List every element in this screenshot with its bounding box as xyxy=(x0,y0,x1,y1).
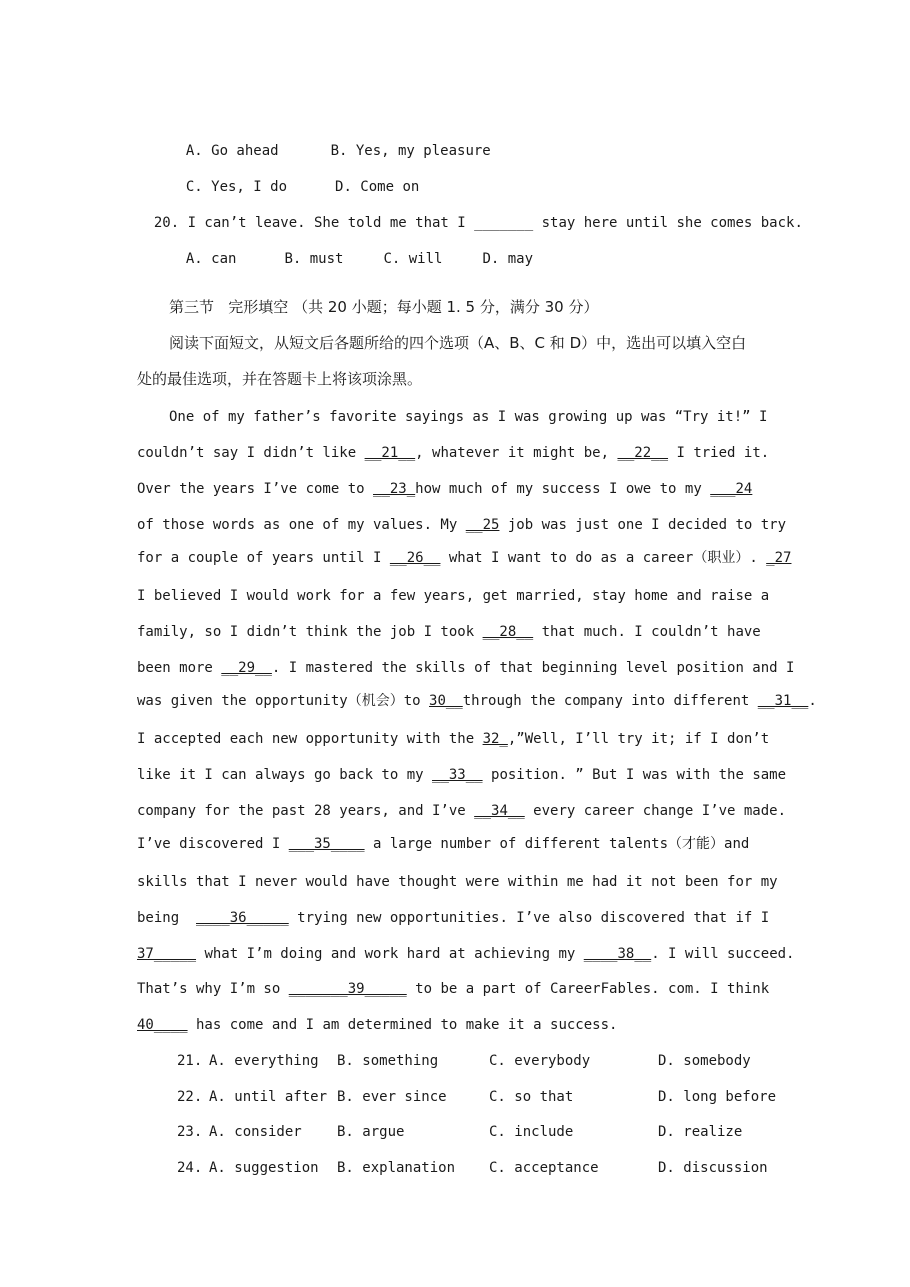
answer-blank: 30__ xyxy=(429,693,463,709)
passage-text: ,”Well, I’ll try it; if I don’t xyxy=(507,731,770,747)
option-a: A. everything xyxy=(209,1053,319,1069)
option-a: A. suggestion xyxy=(209,1160,319,1176)
passage-text: what I’m doing and work hard at achieving my xyxy=(196,946,584,962)
answer-blank: __33__ xyxy=(432,767,483,783)
passage-text: that much. I couldn’t have xyxy=(533,624,761,640)
passage-text: like it I can always go back to my xyxy=(137,767,433,783)
answer-blank: 32_ xyxy=(482,731,508,747)
answer-blank: __29__ xyxy=(221,660,272,676)
passage-text: company for the past 28 years, and I’ve xyxy=(137,803,475,819)
answer-blank: ___24 xyxy=(710,481,753,497)
q20-option-b: B. must xyxy=(284,251,344,267)
passage-line xyxy=(137,515,786,535)
q19-option-row-2 xyxy=(169,157,419,197)
q19-option-d: D. Come on xyxy=(335,179,420,195)
q20-stem xyxy=(137,193,803,233)
passage-text: was given the opportunity（机会）to xyxy=(137,693,430,709)
option-a: A. consider xyxy=(209,1124,302,1140)
answer-blank: __23_ xyxy=(373,481,416,497)
passage-line xyxy=(169,407,767,427)
passage-text: for a couple of years until I xyxy=(137,550,390,566)
option-d: D. realize xyxy=(658,1124,743,1140)
option-number: 23. xyxy=(177,1124,203,1140)
passage-line xyxy=(137,872,778,892)
passage-text: I accepted each new opportunity with the xyxy=(137,731,483,747)
option-d: D. long before xyxy=(658,1089,777,1105)
answer-blank: ____38__ xyxy=(583,946,652,962)
option-b: B. something xyxy=(337,1053,439,1069)
passage-text: . I will succeed. xyxy=(651,946,795,962)
answer-blank: __26__ xyxy=(389,550,441,566)
passage-text: I’ve discovered I xyxy=(137,836,289,852)
passage-line xyxy=(137,1015,617,1035)
q19-option-b: B. Yes, my pleasure xyxy=(330,143,491,159)
passage-text: That’s why I’m so xyxy=(137,981,289,997)
passage-text: to be a part of CareerFables. com. I think xyxy=(406,981,770,997)
passage-text: couldn’t say I didn’t like xyxy=(137,445,365,461)
passage-text: what I want to do as a career（职业）. xyxy=(440,550,767,566)
passage-line xyxy=(137,765,786,785)
passage-text: every career change I’ve made. xyxy=(524,803,787,819)
q19-option-a: A. Go ahead xyxy=(185,143,279,159)
passage-line xyxy=(137,622,761,642)
passage-text: of those words as one of my values. My xyxy=(137,517,466,533)
passage-line xyxy=(137,691,817,711)
option-c: C. acceptance xyxy=(489,1160,599,1176)
passage-line xyxy=(137,729,769,749)
option-c: C. everybody xyxy=(489,1053,591,1069)
option-c: C. include xyxy=(489,1124,574,1140)
passage-text: being xyxy=(137,910,197,926)
q19-option-c: C. Yes, I do xyxy=(185,179,288,195)
option-c: C. so that xyxy=(489,1089,574,1105)
passage-line xyxy=(137,443,769,463)
passage-text: position. ” But I was with the same xyxy=(482,767,787,783)
section-instruction-line-2: 处的最佳选项，并在答题卡上将该项涂黑。 xyxy=(137,370,423,388)
passage-text: job was just one I decided to try xyxy=(499,517,787,533)
passage-text: I believed I would work for a few years, get married, stay home and raise a xyxy=(137,588,770,604)
passage-line xyxy=(137,834,749,854)
answer-blank: __31__ xyxy=(757,693,809,709)
option-d: D. discussion xyxy=(658,1160,768,1176)
passage-text: has come and I am determined to make it a success. xyxy=(187,1017,618,1033)
option-b: B. explanation xyxy=(337,1160,456,1176)
option-number: 24. xyxy=(177,1160,203,1176)
passage-line xyxy=(137,944,794,964)
passage-text: how much of my success I owe to my xyxy=(415,481,711,497)
passage-line xyxy=(137,586,769,606)
answer-blank: _27 xyxy=(766,550,792,566)
option-b: B. argue xyxy=(337,1124,405,1140)
q20-blank: _______ xyxy=(474,215,534,231)
option-number: 21. xyxy=(177,1053,203,1069)
answer-blank: __22__ xyxy=(617,445,669,461)
option-d: D. somebody xyxy=(658,1053,751,1069)
answer-blank: _______39_____ xyxy=(288,981,407,997)
answer-blank: 40____ xyxy=(137,1017,188,1033)
passage-text: through the company into different xyxy=(462,693,758,709)
section-instruction-line-1: 阅读下面短文，从短文后各题所给的四个选项（A、B、C 和 D）中，选出可以填入空白 xyxy=(169,334,747,352)
q20-stem-text-end: stay here until she comes back. xyxy=(533,215,803,231)
q20-option-d: D. may xyxy=(482,251,534,267)
q20-stem-text: 20. I can’t leave. She told me that I xyxy=(153,215,475,231)
option-number: 22. xyxy=(177,1089,203,1105)
answer-blank: __21__ xyxy=(364,445,416,461)
option-a: A. until after xyxy=(209,1089,328,1105)
passage-text: been more xyxy=(137,660,222,676)
q20-option-a: A. can xyxy=(185,251,237,267)
passage-line xyxy=(137,658,794,678)
passage-text: skills that I never would have thought were within me had it not been for my xyxy=(137,874,778,890)
q20-options xyxy=(169,229,533,269)
passage-text: , whatever it might be, xyxy=(415,445,618,461)
answer-blank: ___35____ xyxy=(288,836,365,852)
passage-line xyxy=(137,979,769,999)
passage-text: I tried it. xyxy=(668,445,770,461)
answer-blank: 37_____ xyxy=(137,946,197,962)
q20-option-c: C. will xyxy=(383,251,443,267)
answer-blank: __34__ xyxy=(474,803,525,819)
passage-text: . xyxy=(808,693,817,709)
option-b: B. ever since xyxy=(337,1089,447,1105)
section-title: 第三节 完形填空 （共 20 小题；每小题 1. 5 分，满分 30 分） xyxy=(169,298,599,316)
answer-blank: ____36_____ xyxy=(196,910,289,926)
passage-text: . I mastered the skills of that beginning level position and I xyxy=(271,660,795,676)
passage-line xyxy=(137,801,786,821)
answer-blank: __28__ xyxy=(482,624,534,640)
passage-line xyxy=(137,479,752,499)
passage-text: family, so I didn’t think the job I took xyxy=(137,624,483,640)
passage-text: a large number of different talents（才能）and xyxy=(364,836,750,852)
q19-option-row-1 xyxy=(169,121,491,161)
passage-line xyxy=(137,548,791,568)
passage-text: Over the years I’ve come to xyxy=(137,481,374,497)
passage-line xyxy=(137,908,769,928)
answer-blank: __25 xyxy=(465,517,500,533)
passage-text: One of my father’s favorite sayings as I was growing up was “Try it!” I xyxy=(169,409,768,425)
passage-text: trying new opportunities. I’ve also discovered that if I xyxy=(288,910,770,926)
